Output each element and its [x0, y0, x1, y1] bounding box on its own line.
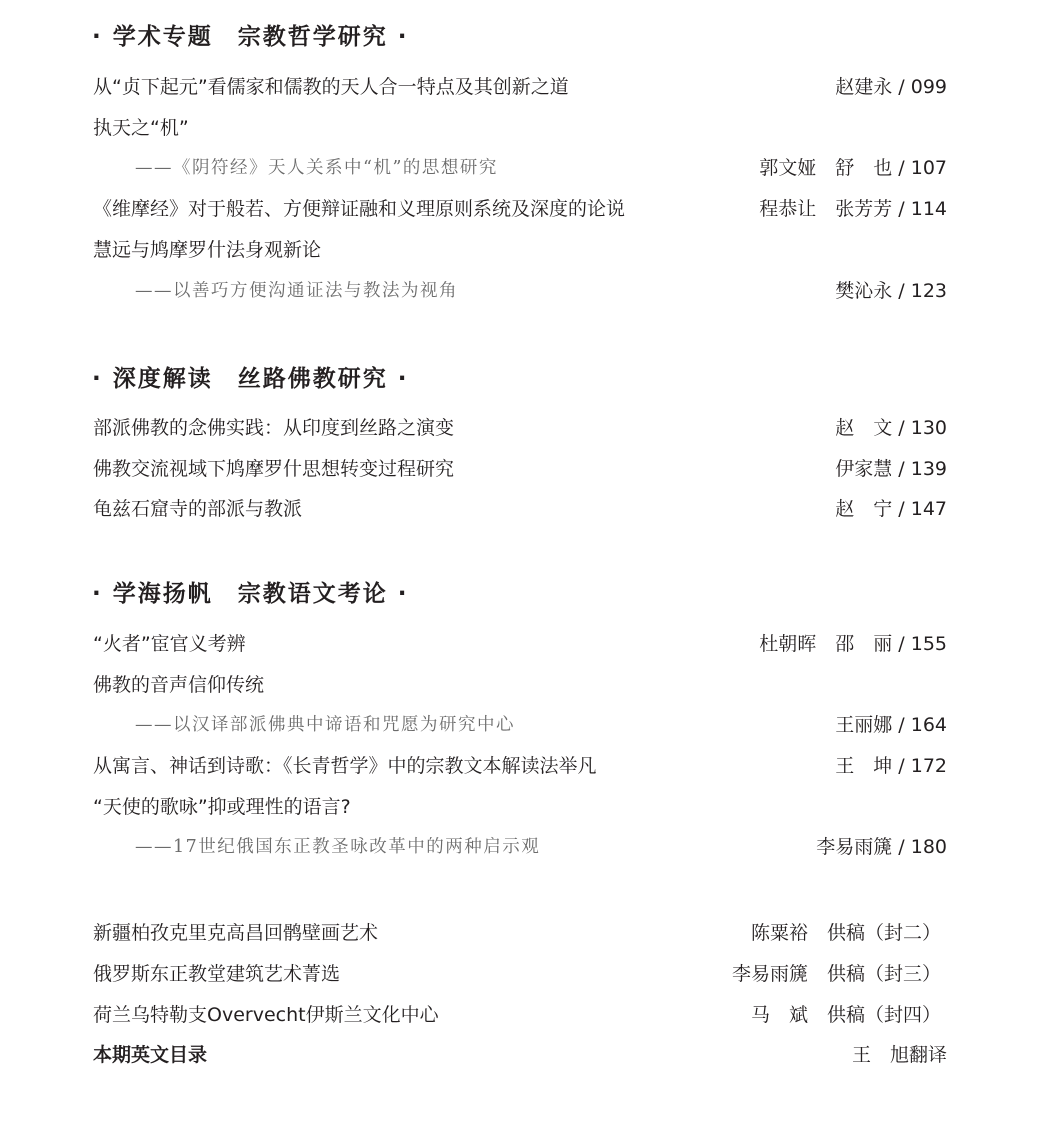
dot-leader: [573, 72, 822, 102]
toc-entry-cover[interactable]: [93, 959, 941, 989]
toc-entry[interactable]: [93, 413, 947, 443]
entry-contributor: 李易雨篪 供稿（封三）: [731, 963, 941, 985]
toc-entry[interactable]: [93, 629, 947, 659]
dot-leader: [458, 413, 821, 443]
entry-translator: 王 旭翻译: [851, 1044, 947, 1066]
entry-contributor: 马 斌 供稿（封四）: [750, 1004, 941, 1026]
toc-entry[interactable]: [135, 832, 947, 862]
toc-entry[interactable]: [135, 710, 947, 740]
entry-contributor: 陈粟裕 供稿（封二）: [750, 922, 941, 944]
section-title: · 学海扬帆 宗教语文考论 ·: [92, 581, 409, 607]
entry-subtitle: ——17世纪俄国东正教圣咏改革中的两种启示观: [135, 837, 541, 857]
dot-leader: [306, 494, 821, 524]
entry-title: 佛教的音声信仰传统: [93, 674, 265, 696]
entry-title: “天使的歌咏”抑或理性的语言?: [93, 796, 351, 818]
entry-title: 荷兰乌特勒支Overvecht伊斯兰文化中心: [93, 1004, 439, 1026]
entry-author-page: 李易雨篪 / 180: [816, 836, 947, 858]
entry-subtitle: ——以善巧方便沟通证法与教法为视角: [135, 281, 458, 301]
toc-entry-english[interactable]: [93, 1040, 947, 1070]
toc-entry[interactable]: [93, 72, 947, 102]
entry-author-page: 王 坤 / 172: [835, 755, 947, 777]
dot-leader: [462, 276, 821, 306]
toc-entry[interactable]: [93, 194, 947, 224]
dot-leader: [629, 194, 745, 224]
dot-leader: [384, 918, 731, 948]
dot-leader: [458, 454, 821, 484]
entry-author-page: 樊沁永 / 123: [835, 280, 947, 302]
entry-subtitle: ——《阴符经》天人关系中“机”的思想研究: [135, 158, 498, 178]
entry-title: 新疆柏孜克里克高昌回鹘壁画艺术: [93, 922, 379, 944]
section-title: · 学术专题 宗教哲学研究 ·: [92, 24, 409, 50]
entry-author-page: 伊家慧 / 139: [835, 458, 947, 480]
entry-author-page: 郭文娅 舒 也 / 107: [759, 157, 947, 179]
entry-author-page: 程恭让 张芳芳 / 114: [759, 198, 947, 220]
entry-title: 慧远与鸠摩罗什法身观新论: [93, 239, 322, 261]
dot-leader: [453, 1000, 731, 1030]
entry-author-page: 赵建永 / 099: [835, 76, 947, 98]
toc-entry[interactable]: [93, 494, 947, 524]
entry-title: “火者”宦官义考辨: [93, 633, 246, 655]
dot-leader: [601, 751, 822, 781]
entry-title: 从寓言、神话到诗歌：《长青哲学》中的宗教文本解读法举凡: [93, 755, 597, 777]
toc-entry[interactable]: [93, 454, 947, 484]
dot-leader: [346, 959, 712, 989]
dot-leader: [250, 629, 746, 659]
entry-title: 本期英文目录: [93, 1044, 208, 1066]
entry-title: 执天之“机”: [93, 117, 189, 139]
entry-title: 《维摩经》对于般若、方便辩证融和义理原则系统及深度的论说: [93, 198, 626, 220]
toc-entry-cover[interactable]: [93, 1000, 941, 1030]
entry-author-page: 赵 文 / 130: [835, 417, 947, 439]
entry-author-page: 杜朝晖 邵 丽 / 155: [759, 633, 947, 655]
entry-title: 部派佛教的念佛实践：从印度到丝路之演变: [93, 417, 455, 439]
entry-author-page: 王丽娜 / 164: [835, 714, 947, 736]
section-title: · 深度解读 丝路佛教研究 ·: [92, 366, 409, 392]
entry-title: 龟兹石窟寺的部派与教派: [93, 498, 303, 520]
entry-title: 佛教交流视域下鸠摩罗什思想转变过程研究: [93, 458, 455, 480]
toc-entry-cover[interactable]: [93, 918, 941, 948]
entry-title: 从“贞下起元”看儒家和儒教的天人合一特点及其创新之道: [93, 76, 569, 98]
toc-entry[interactable]: [135, 276, 947, 306]
dot-leader: [211, 1040, 830, 1070]
dot-leader: [502, 153, 745, 183]
entry-title: 俄罗斯东正教堂建筑艺术菁选: [93, 963, 341, 985]
dot-leader: [560, 832, 802, 862]
toc-entry[interactable]: [135, 153, 947, 183]
dot-leader: [519, 710, 821, 740]
entry-author-page: 赵 宁 / 147: [835, 498, 947, 520]
entry-subtitle: ——以汉译部派佛典中谛语和咒愿为研究中心: [135, 715, 515, 735]
toc-entry[interactable]: [93, 751, 947, 781]
